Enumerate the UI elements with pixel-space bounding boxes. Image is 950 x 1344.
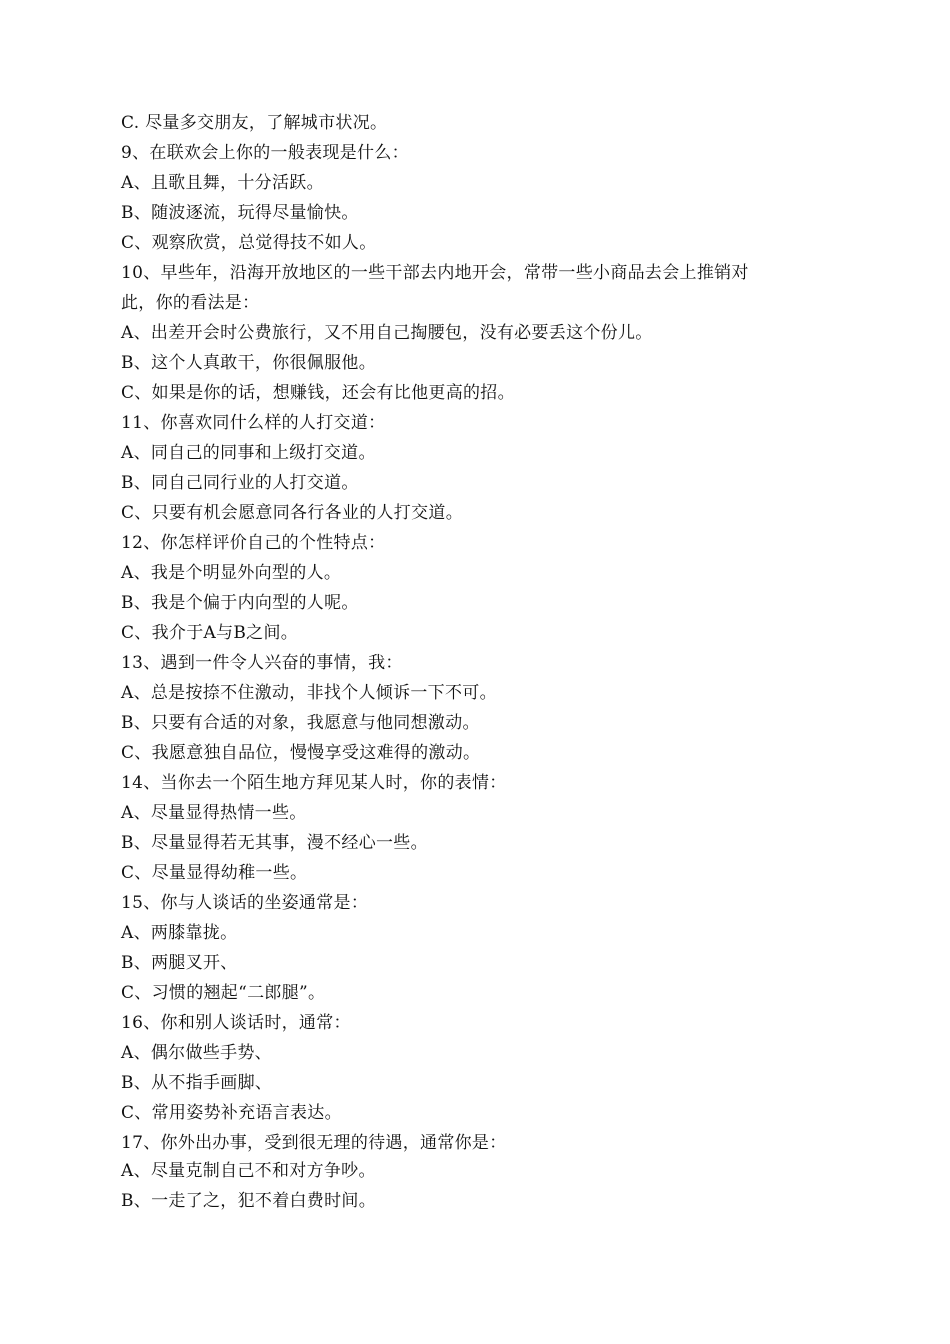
question-11: 11、你喜欢同什么样的人打交道： (121, 413, 386, 433)
option-17a: A、尽量克制自己不和对方争吵。 (121, 1161, 376, 1181)
option-14c: C、尽量显得幼稚一些。 (121, 863, 308, 883)
option-10c: C、如果是你的话，想赚钱，还会有比他更高的招。 (121, 383, 515, 403)
question-10-line-1: 10、早些年，沿海开放地区的一些干部去内地开会，常带一些小商品去会上推销对 (121, 263, 749, 283)
option-10a: A、出差开会时公费旅行，又不用自己掏腰包，没有必要丢这个份儿。 (121, 323, 653, 343)
question-17: 17、你外出办事，受到很无理的待遇，通常你是： (121, 1133, 507, 1153)
option-9b: B、随波逐流，玩得尽量愉快。 (121, 203, 359, 223)
option-12a: A、我是个明显外向型的人。 (121, 563, 342, 583)
option-11b: B、同自己同行业的人打交道。 (121, 473, 359, 493)
option-16c: C、常用姿势补充语言表达。 (121, 1103, 342, 1123)
question-15: 15、你与人谈话的坐姿通常是： (121, 893, 369, 913)
option-15a: A、两膝靠拢。 (121, 923, 238, 943)
option-15b: B、两腿叉开、 (121, 953, 238, 973)
option-9c: C、观察欣赏，总觉得技不如人。 (121, 233, 377, 253)
question-12: 12、你怎样评价自己的个性特点： (121, 533, 386, 553)
option-15c: C、习惯的翘起“二郎腿”。 (121, 983, 326, 1003)
question-16: 16、你和别人谈话时，通常： (121, 1013, 351, 1033)
document-body (121, 108, 821, 1216)
option-16a: A、偶尔做些手势、 (121, 1043, 272, 1063)
question-13: 13、遇到一件令人兴奋的事情，我： (121, 653, 403, 673)
option-17b: B、一走了之，犯不着白费时间。 (121, 1191, 376, 1211)
question-10-line-2: 此，你的看法是： (121, 293, 260, 313)
question-9: 9、在联欢会上你的一般表现是什么： (121, 143, 409, 163)
option-9a: A、且歌且舞，十分活跃。 (121, 173, 324, 193)
option-11c: C、只要有机会愿意同各行各业的人打交道。 (121, 503, 464, 523)
option-13a: A、总是按捺不住激动，非找个人倾诉一下不可。 (121, 683, 497, 703)
option-14a: A、尽量显得热情一些。 (121, 803, 307, 823)
option-16b: B、从不指手画脚、 (121, 1073, 273, 1093)
option-13c: C、我愿意独自品位，慢慢享受这难得的激动。 (121, 743, 481, 763)
question-14: 14、当你去一个陌生地方拜见某人时，你的表情： (121, 773, 507, 793)
option-12c: C、我介于A与B之间。 (121, 623, 299, 643)
option-11a: A、同自己的同事和上级打交道。 (121, 443, 376, 463)
option-14b: B、尽量显得若无其事，漫不经心一些。 (121, 833, 428, 853)
option-8c: C. 尽量多交朋友，了解城市状况。 (121, 113, 388, 133)
option-13b: B、只要有合适的对象，我愿意与他同想激动。 (121, 713, 480, 733)
option-12b: B、我是个偏于内向型的人呢。 (121, 593, 359, 613)
option-10b: B、这个人真敢干，你很佩服他。 (121, 353, 376, 373)
